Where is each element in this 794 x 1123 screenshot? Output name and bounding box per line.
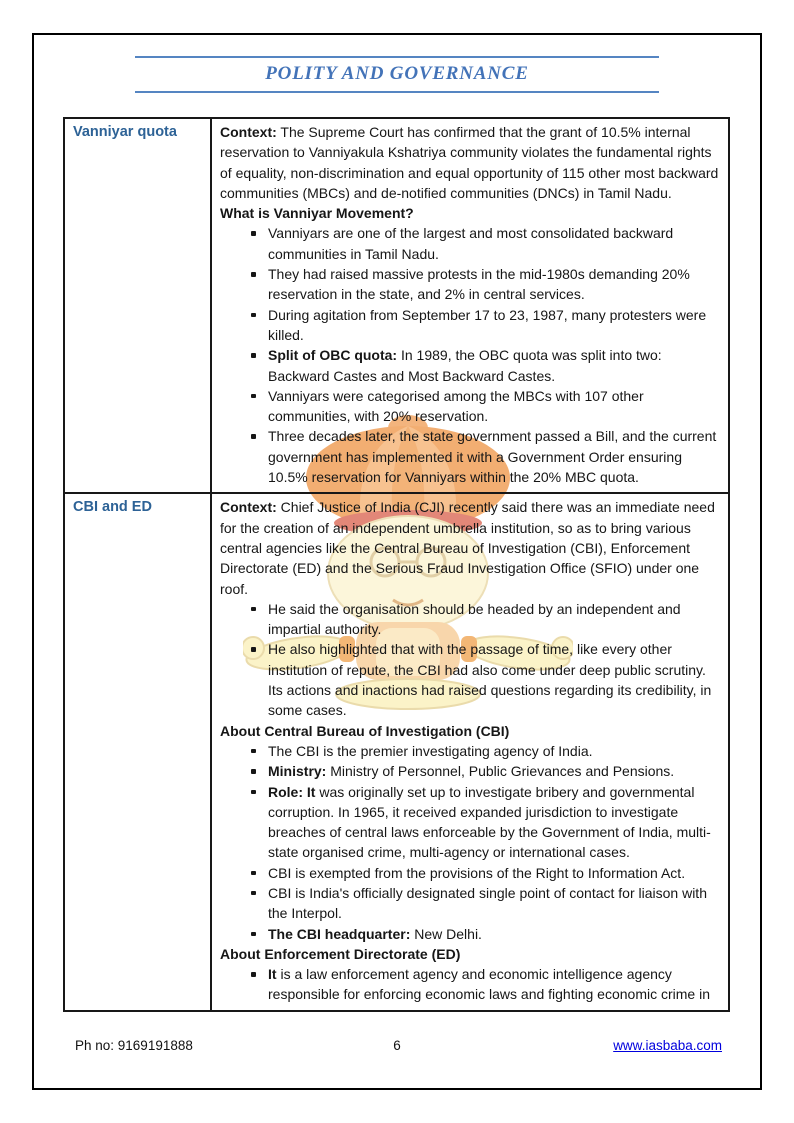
bold-lead: Ministry: — [268, 763, 327, 780]
bullet-item: He also highlighted that with the passage of time, like every other institution of repute, the CBI had also come under deep public scrutiny. Its actions and inactions had raised questions regarding its credibility, in some cases. — [220, 639, 721, 720]
bullet-item: Split of OBC quota: In 1989, the OBC quota was split into two: Backward Castes and Most Backward Castes. — [220, 345, 721, 386]
bullet-item: They had raised massive protests in the mid-1980s demanding 20% reservation in the state, and 2% in central services. — [220, 264, 721, 305]
bold-lead: Role: It — [268, 783, 316, 800]
content-paragraph: Context: The Supreme Court has confirmed that the grant of 10.5% internal reservation to Vanniyakula Kshatriya community violates the fundamental rights of equality, non-discrimination and equal opportunity of 115 other most backward communities (MBCs) and de-notified communities (DNCs) in Tamil Nadu. — [220, 124, 719, 201]
content-cell — [212, 494, 728, 1009]
topic-cell: CBI and ED — [65, 494, 212, 1009]
content-cell — [212, 119, 728, 492]
title-bottom-rule — [135, 91, 659, 93]
table-row — [65, 119, 728, 492]
page-title: POLITY AND GOVERNANCE — [265, 63, 529, 84]
topics-table — [63, 117, 730, 1012]
bullet-item: During agitation from September 17 to 23, 1987, many protesters were killed. — [220, 305, 721, 346]
bullet-item: CBI is exempted from the provisions of the Right to Information Act. — [220, 863, 721, 883]
footer-phone: Ph no: 9169191888 — [75, 1038, 193, 1053]
bullet-item: Vanniyars were categorised among the MBCs with 107 other communities, with 20% reservation. — [220, 386, 721, 427]
bold-lead: Context: — [220, 499, 277, 516]
bullet-list — [220, 599, 721, 721]
footer-website-link[interactable]: www.iasbaba.com — [613, 1038, 722, 1053]
bold-lead: It — [268, 966, 277, 983]
title-block — [135, 56, 659, 93]
bullet-item: He said the organisation should be headed by an independent and impartial authority. — [220, 599, 721, 640]
footer-page-number: 6 — [393, 1038, 401, 1053]
topic-cell: Vanniyar quota — [65, 119, 212, 492]
table-row — [65, 492, 728, 1009]
bullet-item: Vanniyars are one of the largest and most consolidated backward communities in Tamil Nadu. — [220, 223, 721, 264]
bullet-list — [220, 741, 721, 944]
content-heading: About Central Bureau of Investigation (CBI) — [220, 722, 510, 739]
content-paragraph: Context: Chief Justice of India (CJI) recently said there was an immediate need for the creation of an independent umbrella institution, so as to bring various central agencies like the Central Bureau of Investigation (CBI), Enforcement Directorate (ED) and the Serious Fraud Investigation Office (SFIO) under one roof. — [220, 499, 715, 597]
bullet-item: Ministry: Ministry of Personnel, Public Grievances and Pensions. — [220, 761, 721, 781]
bullet-list — [220, 223, 721, 487]
bold-lead: The CBI headquarter: — [268, 925, 411, 942]
bullet-item: Three decades later, the state government passed a Bill, and the current government has implemented it with a Government Order ensuring 10.5% reservation for Vanniyars within the 20% MBC quota. — [220, 426, 721, 487]
bullet-item: The CBI is the premier investigating agency of India. — [220, 741, 721, 761]
bullet-list — [220, 964, 721, 1005]
bold-lead: Split of OBC quota: — [268, 347, 398, 364]
bullet-item: CBI is India's officially designated single point of contact for liaison with the Interpol. — [220, 883, 721, 924]
bullet-item: The CBI headquarter: New Delhi. — [220, 924, 721, 944]
bullet-item: Role: It was originally set up to investigate bribery and governmental corruption. In 1965, it received expanded jurisdiction to investigate breaches of central laws enforceable by the Government of India, multi-state organised crime, multi-agency or international cases. — [220, 782, 721, 863]
bold-lead: Context: — [220, 124, 277, 140]
content-heading: What is Vanniyar Movement? — [220, 205, 414, 222]
bullet-item: It is a law enforcement agency and economic intelligence agency responsible for enforcing economic laws and fighting economic crime in — [220, 964, 721, 1005]
content-heading: About Enforcement Directorate (ED) — [220, 945, 461, 962]
